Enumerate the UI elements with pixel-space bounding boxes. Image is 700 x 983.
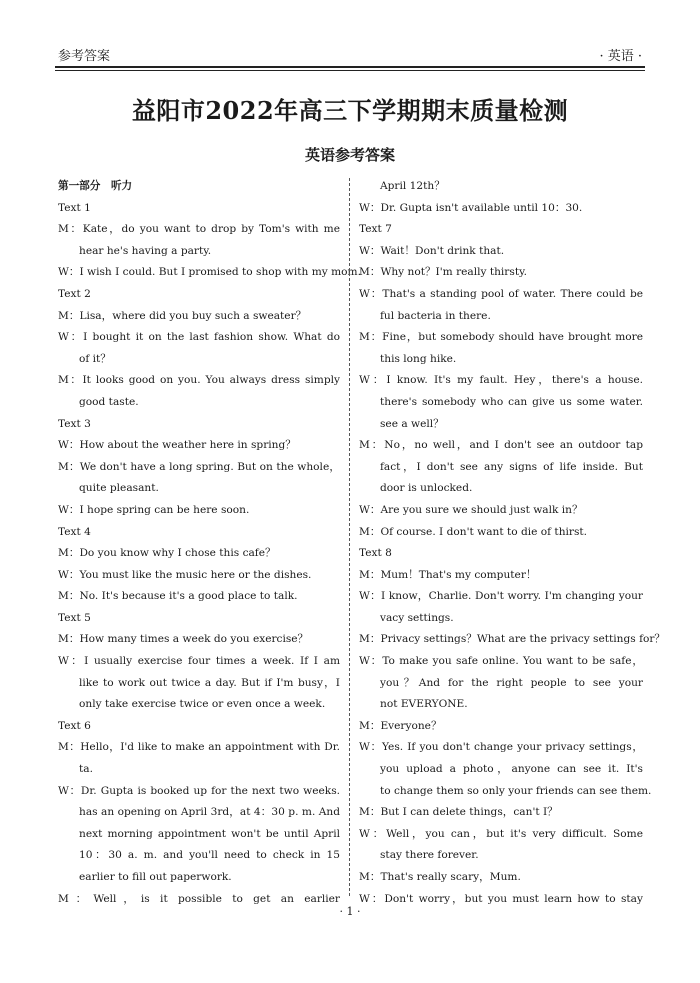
text-line: 第一部分 听力: [58, 180, 133, 192]
text-line: hear he's having a party.: [79, 244, 212, 257]
text-line: only take exercise twice or even once a week.: [79, 698, 326, 711]
text-line: M：We don't have a long spring. But on the whole，: [58, 460, 340, 473]
text-line: has an opening on April 3rd，at 4：30 p. m. And: [79, 806, 340, 819]
text-line: good taste.: [79, 395, 139, 408]
column-divider: [349, 178, 350, 896]
text-line: you？And for the right people to see your: [380, 676, 643, 689]
text-line: M：Kate，do you want to drop by Tom's with me: [58, 223, 340, 236]
text-line: W：I hope spring can be here soon.: [58, 503, 250, 516]
text-line: W：Are you sure we should just walk in？: [359, 503, 583, 516]
text-line: M：It looks good on you. You always dress simply: [58, 374, 340, 387]
text-line: W：Dr. Gupta is booked up for the next two weeks.: [58, 784, 340, 797]
header-right-label: · 英语 ·: [599, 49, 642, 64]
text-line: M：Hello，I'd like to make an appointment with Dr.: [58, 741, 340, 754]
text-line: Text 3: [58, 417, 91, 430]
text-line: stay there forever.: [380, 849, 479, 862]
text-line: W：Yes. If you don't change your privacy settings，: [359, 741, 643, 754]
text-line: W：I know，Charlie. Don't worry. I'm changing your: [359, 590, 643, 603]
text-line: W：Wait！Don't drink that.: [359, 244, 505, 257]
text-line: Text 8: [359, 547, 392, 560]
left-column: [58, 176, 361, 910]
text-line: this long hike.: [380, 352, 457, 365]
text-line: ta.: [79, 763, 93, 776]
text-line: quite pleasant.: [79, 482, 159, 495]
text-line: M：Why not？I'm really thirsty.: [359, 266, 528, 279]
text-line: W：I bought it on the last fashion show. What do: [58, 331, 340, 344]
text-line: not EVERYONE.: [380, 698, 468, 711]
text-line: M：That's really scary，Mum.: [359, 871, 521, 883]
text-line: vacy settings.: [380, 611, 454, 624]
text-line: W：That's a standing pool of water. There could be: [359, 287, 643, 300]
text-line: M：Of course. I don't want to die of thirst.: [359, 525, 588, 538]
text-line: M：Well，is it possible to get an earlier: [58, 892, 340, 905]
text-line: fact，I don't see any signs of life inside. But: [380, 460, 643, 473]
text-line: like to work out twice a day. But if I'm busy，I: [79, 676, 340, 689]
text-line: W：I usually exercise four times a week. If I am: [58, 655, 340, 668]
text-line: M：How many times a week do you exercise？: [58, 633, 309, 646]
text-line: Text 6: [58, 719, 91, 732]
text-line: Text 2: [58, 287, 91, 300]
text-line: W：Dr. Gupta isn't available until 10：30.: [359, 201, 583, 214]
text-line: next morning appointment won't be until April: [79, 827, 340, 840]
page-subtitle: 英语参考答案: [304, 146, 395, 164]
right-column: [359, 176, 666, 910]
text-line: M：No. It's because it's a good place to talk.: [58, 590, 298, 603]
header-rule-thin: [55, 70, 645, 71]
text-line: 10：30 a. m. and you'll need to check in 15: [79, 849, 340, 862]
text-line: April 12th？: [380, 180, 445, 192]
text-line: M：Privacy settings？What are the privacy settings for？: [359, 633, 666, 646]
text-line: M：No，no well，and I don't see an outdoor tap: [359, 439, 643, 452]
text-line: M：But I can delete things，can't I？: [359, 806, 558, 819]
page-number: · 1 ·: [339, 905, 361, 918]
text-line: earlier to fill out paperwork.: [79, 871, 232, 883]
text-line: W：I know. It's my fault. Hey，there's a house.: [359, 374, 643, 387]
text-line: M：Everyone？: [359, 719, 442, 732]
text-line: there's somebody who can give us some water.: [380, 395, 643, 408]
text-line: Text 7: [359, 223, 392, 236]
header-rule-thick: [55, 66, 645, 68]
text-line: see a well？: [380, 417, 444, 430]
text-line: M：Do you know why I chose this cafe？: [58, 547, 276, 560]
text-line: W：You must like the music here or the dishes.: [58, 568, 312, 581]
text-line: W：To make you safe online. You want to be safe，: [359, 655, 643, 668]
text-line: Text 4: [58, 525, 91, 538]
text-line: Text 5: [58, 611, 91, 624]
text-line: M：Fine，but somebody should have brought more: [359, 331, 643, 344]
text-line: Text 1: [58, 201, 91, 214]
text-line: you upload a photo，anyone can see it. It's: [380, 763, 643, 776]
text-line: W：I wish I could. But I promised to shop with my mom.: [58, 266, 361, 279]
text-line: M：Lisa，where did you buy such a sweater？: [58, 309, 307, 322]
text-line: ful bacteria in there.: [380, 309, 491, 322]
text-line: W：Don't worry，but you must learn how to stay: [359, 892, 643, 905]
text-line: of it？: [79, 352, 111, 365]
text-line: W：Well，you can，but it's very difficult. Some: [359, 827, 643, 840]
page-title: 益阳市2022年高三下学期期末质量检测: [131, 96, 569, 125]
text-line: M：Mum！That's my computer！: [359, 568, 537, 581]
text-line: to change them so only your friends can see them.: [380, 784, 652, 797]
header-left-label: 参考答案: [58, 49, 111, 64]
text-line: W：How about the weather here in spring？: [58, 439, 296, 452]
text-line: door is unlocked.: [380, 482, 473, 495]
